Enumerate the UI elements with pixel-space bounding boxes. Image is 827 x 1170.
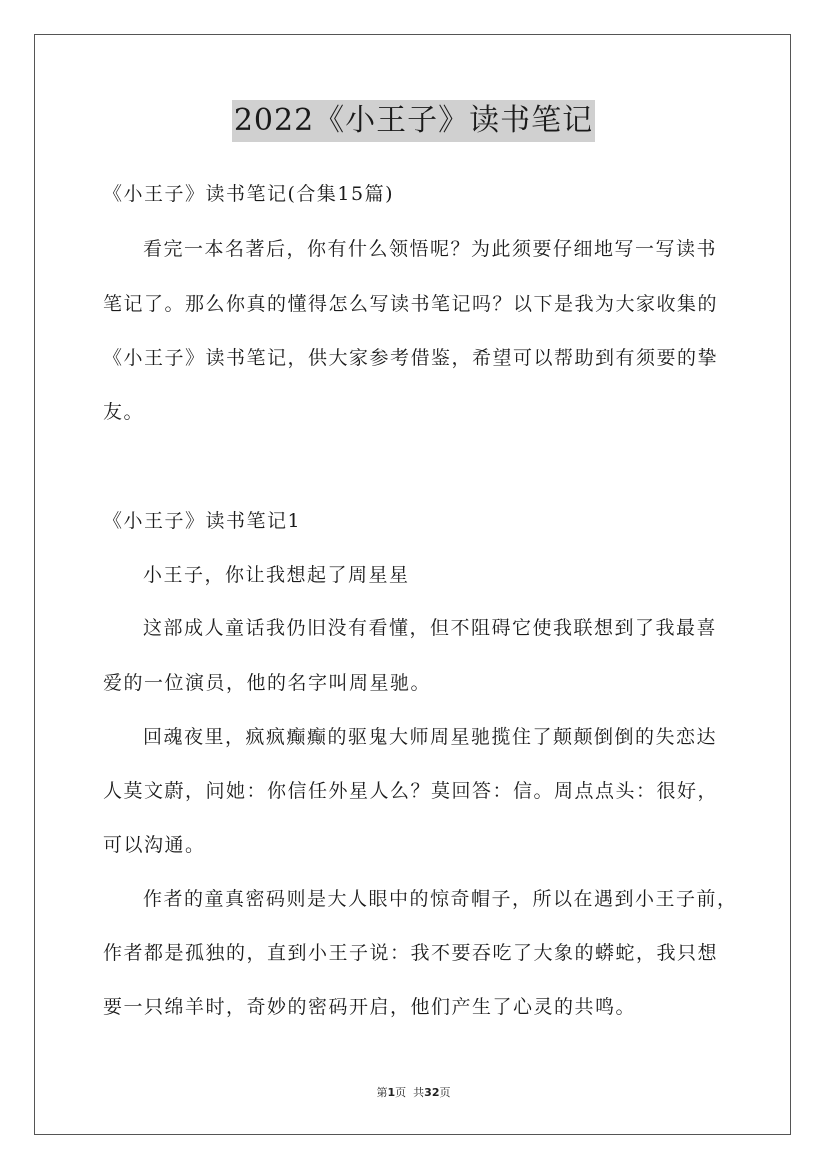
page-prefix: 第 <box>376 1086 388 1099</box>
collection-subtitle: 《小王子》读书笔记(合集15篇) <box>103 183 395 205</box>
intro-line-2: 笔记了。那么你真的懂得怎么写读书笔记吗？以下是我为大家收集的 <box>103 293 719 315</box>
paragraph-line: 这部成人童话我仍旧没有看懂，但不阻碍它使我联想到了我最喜 <box>143 617 718 639</box>
page-suffix: 页 <box>395 1086 407 1099</box>
intro-line-3: 《小王子》读书笔记，供大家参考借鉴，希望可以帮助到有须要的挚 <box>103 347 719 369</box>
paragraph-line: 回魂夜里，疯疯癫癫的驱鬼大师周星驰揽住了颠颠倒倒的失恋达 <box>143 726 718 748</box>
paragraph-line: 要一只绵羊时，奇妙的密码开启，他们产生了心灵的共鸣。 <box>103 996 637 1018</box>
intro-line-1: 看完一本名著后，你有什么领悟呢？为此须要仔细地写一写读书 <box>143 238 718 260</box>
intro-line-4: 友。 <box>103 401 145 423</box>
title-container <box>0 100 827 142</box>
total-pages: 32 <box>424 1086 440 1099</box>
total-suffix: 页 <box>439 1086 451 1099</box>
paragraph-line: 人莫文蔚，问她：你信任外星人么？莫回答：信。周点点头：很好， <box>103 780 719 802</box>
section-heading: 《小王子》读书笔记1 <box>103 510 302 532</box>
page-footer <box>0 1084 827 1100</box>
document-title: 2022《小王子》读书笔记 <box>232 100 595 142</box>
paragraph-line: 作者都是孤独的，直到小王子说：我不要吞吃了大象的蟒蛇，我只想 <box>103 942 719 964</box>
essay-title: 小王子，你让我想起了周星星 <box>143 564 410 586</box>
paragraph-line: 爱的一位演员，他的名字叫周星驰。 <box>103 672 432 694</box>
paragraph-line: 可以沟通。 <box>103 834 206 856</box>
paragraph-line: 作者的童真密码则是大人眼中的惊奇帽子，所以在遇到小王子前， <box>143 888 738 910</box>
page-number: 1 <box>387 1086 396 1099</box>
total-prefix: 共 <box>413 1086 425 1099</box>
